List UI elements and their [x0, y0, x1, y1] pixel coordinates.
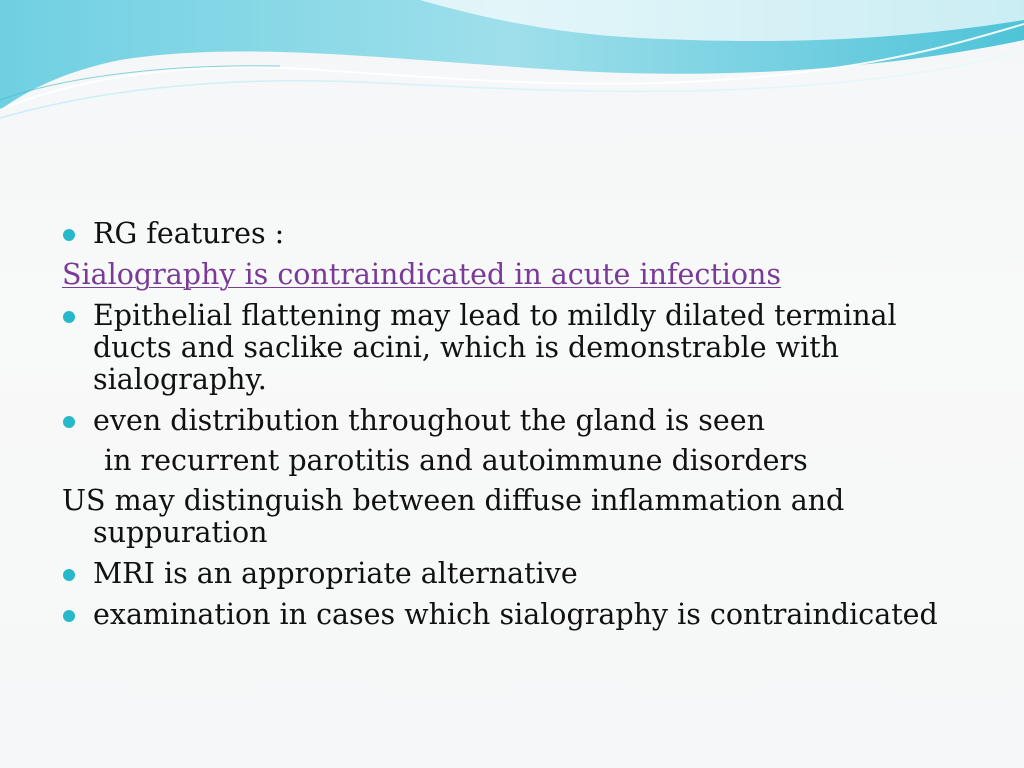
slide-body: [62, 218, 962, 640]
plain-text: US may distinguish between diffuse inflammation and suppuration: [62, 484, 845, 549]
bullet-item-distribution: [62, 405, 962, 437]
bullet-text: MRI is an appropriate alternative: [93, 557, 578, 590]
bullet-dot-icon: [63, 569, 75, 581]
indented-text-parotitis: [62, 445, 962, 477]
bullet-dot-icon: [63, 610, 75, 622]
bullet-text: even distribution throughout the gland is seen: [93, 404, 765, 437]
bullet-dot-icon: [63, 229, 75, 241]
bullet-item-epithelial: [62, 300, 962, 396]
bullet-item-mri: [62, 558, 962, 590]
indented-text: in recurrent parotitis and autoimmune disorders: [104, 444, 808, 477]
bullet-item-rg-features: [62, 218, 962, 250]
link-text[interactable]: Sialography is contraindicated in acute infections: [62, 258, 782, 291]
bullet-text: Epithelial flattening may lead to mildly dilated terminal ducts and saclike acini, which is demonstrable with sialography.: [93, 299, 897, 396]
bullet-text: RG features :: [93, 217, 285, 250]
bullet-item-examination: [62, 599, 962, 631]
bullet-text: examination in cases which sialography is contraindicated: [93, 598, 938, 631]
bullet-dot-icon: [63, 416, 75, 428]
sialography-link[interactable]: [62, 259, 962, 291]
bullet-dot-icon: [63, 311, 75, 323]
plain-item-us: [62, 485, 962, 549]
header-wave-decoration: [0, 0, 1024, 130]
